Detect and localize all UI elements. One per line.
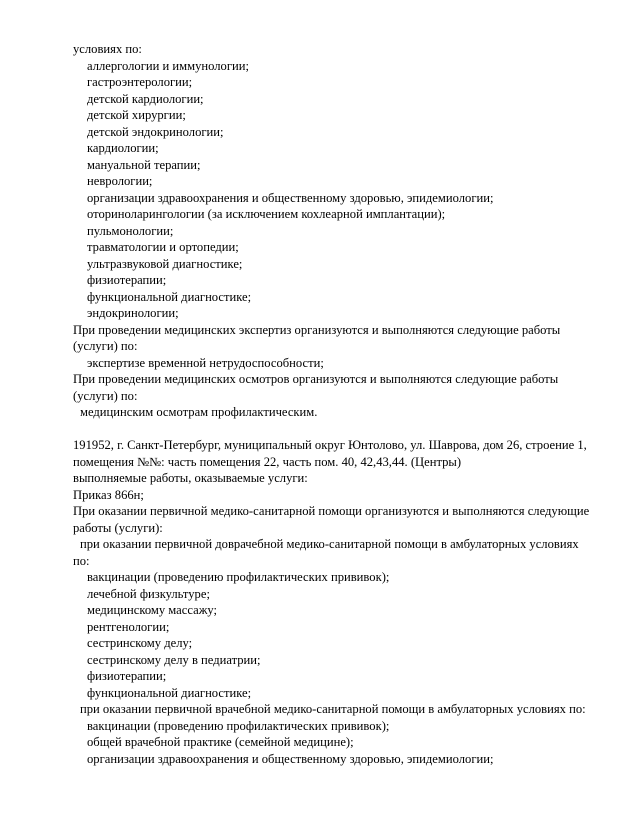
text-line: Приказ 866н; [73,487,144,502]
text-line: аллергологии и иммунологии; [87,58,249,73]
text-line: выполняемые работы, оказываемые услуги: [73,471,308,485]
text-line: 191952, г. Санкт-Петербург, муниципальный округ Юнтолово, ул. Шаврова, дом 26, строение 1, [73,438,587,452]
text-line: мануальной терапии; [87,157,201,172]
text-line: организации здравоохранения и общественному здоровью, эпидемиологии; [87,751,494,766]
text-line: При проведении медицинских экспертиз организуются и выполняются следующие работы [73,322,561,337]
text-line: вакцинации (проведению профилактических прививок); [87,570,390,584]
text-line: эндокринологии; [87,306,179,320]
text-line: рентгенологии; [87,619,170,634]
text-line: при оказании первичной доврачебной медико-санитарной помощи в амбулаторных условиях [80,537,579,551]
text-line: по: [73,553,90,568]
text-line: физиотерапии; [87,273,167,287]
text-line: физиотерапии; [87,669,167,683]
text-line: При оказании первичной медико-санитарной помощи организуются и выполняются следующие [73,504,590,518]
text-line: условиях по: [73,42,142,56]
text-line: оториноларингологии (за исключением кохлеарной имплантации); [87,207,446,221]
text-line: вакцинации (проведению профилактических прививок); [87,718,390,733]
text-line: работы (услуги): [73,520,163,535]
text-line: пульмонологии; [87,223,174,238]
blank-line [73,421,607,438]
text-line: экспертизе временной нетрудоспособности; [87,355,324,370]
text-line: медицинским осмотрам профилактическим. [80,405,318,419]
text-line: функциональной диагностике; [87,685,252,700]
text-line: (услуги) по: [73,388,138,403]
text-line: сестринскому делу в педиатрии; [87,652,261,667]
text-line: гастроэнтерологии; [87,75,193,89]
text-line: организации здравоохранения и общественному здоровью, эпидемиологии; [87,190,494,205]
text-line: функциональной диагностике; [87,289,252,304]
document-body [73,41,607,767]
text-line: медицинскому массажу; [87,603,218,617]
text-line: сестринскому делу; [87,636,193,650]
text-line: (услуги) по: [73,339,138,353]
text-line: лечебной физкультуре; [87,586,210,601]
text-line: кардиологии; [87,141,159,155]
text-line: при оказании первичной врачебной медико-санитарной помощи в амбулаторных условиях по: [80,702,586,716]
text-line: детской эндокринологии; [87,124,224,139]
text-line: помещения №№: часть помещения 22, часть пом. 40, 42,43,44. (Центры) [73,454,462,469]
text-line: При проведении медицинских осмотров организуются и выполняются следующие работы [73,372,559,386]
text-line: общей врачебной практике (семейной медицине); [87,735,354,749]
text-line: травматологии и ортопедии; [87,240,239,254]
text-line: неврологии; [87,174,153,188]
text-line: детской хирургии; [87,108,186,122]
text-line: детской кардиологии; [87,91,204,106]
text-line: ультразвуковой диагностике; [87,256,243,271]
